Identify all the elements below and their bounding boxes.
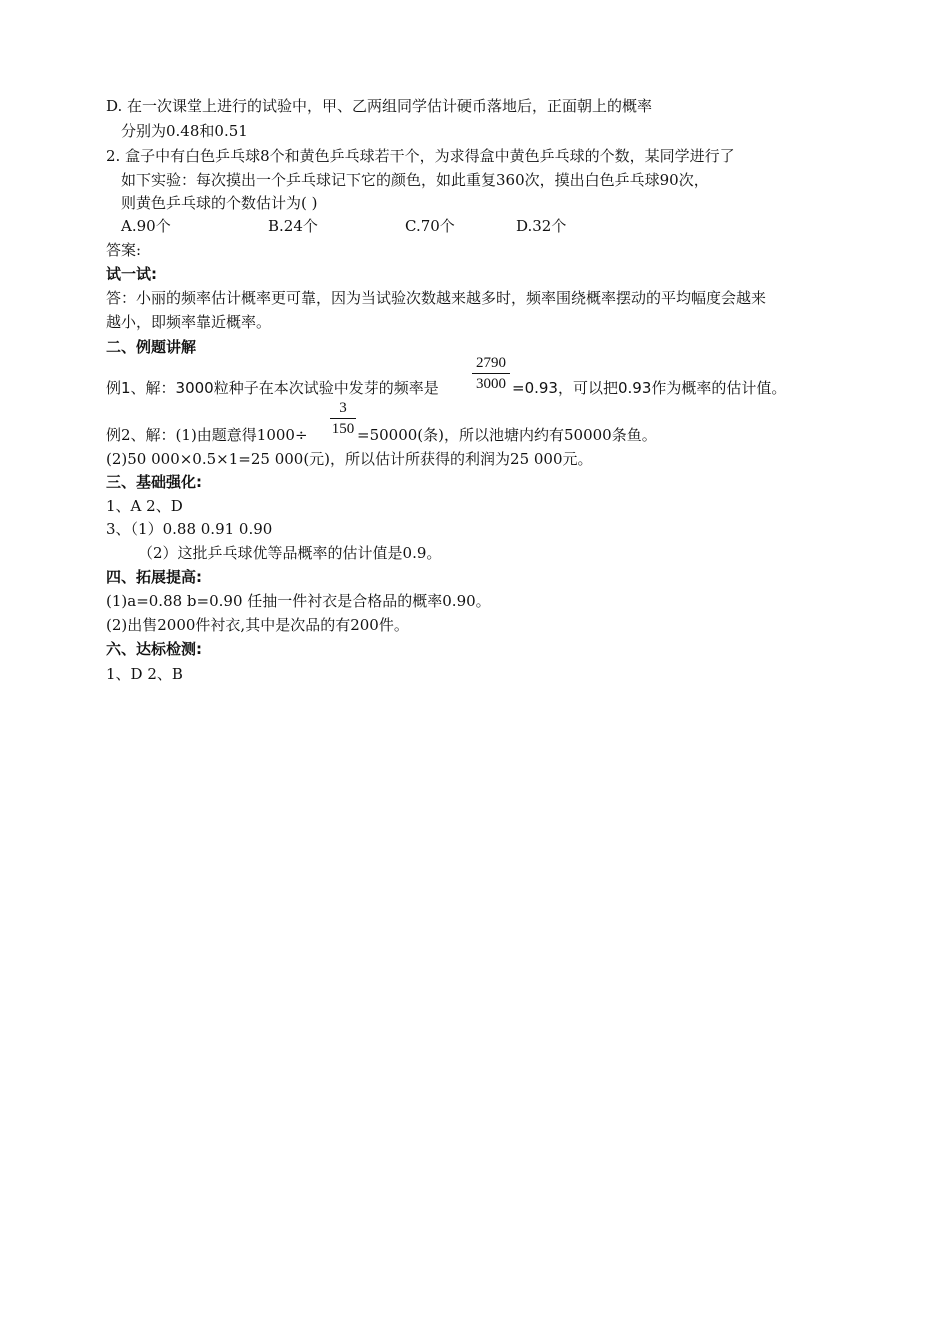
section4-heading: 四、拓展提高: [106, 568, 202, 586]
question2-line3: 则黄色乒乓球的个数估计为( ) [121, 194, 318, 212]
example2-line2: (2)50 000×0.5×1=25 000(元)，所以估计所获得的利润为25 000元。 [106, 450, 593, 468]
option-d: D.32个 [516, 217, 567, 235]
section3-heading: 三、基础强化: [106, 473, 202, 491]
answers-label: 答案: [106, 241, 142, 259]
section3-line2: 3、（1）0.88 0.91 0.90 [106, 520, 273, 538]
example2-fraction [330, 399, 356, 438]
section3-line1: 1、A 2、D [106, 497, 183, 515]
try-line2: 越小，即频率靠近概率。 [106, 313, 272, 331]
section4-line2: (2)出售2000件衬衣,其中是次品的有200件。 [106, 616, 409, 634]
option-c: C.70个 [405, 217, 455, 235]
fraction-numerator: 2790 [476, 355, 506, 371]
question-d-line1: D. 在一次课堂上进行的试验中，甲、乙两组同学估计硬币落地后，正面朝上的概率 [106, 97, 653, 115]
section2-heading: 二、例题讲解 [106, 338, 197, 356]
try-line1: 答：小丽的频率估计概率更可靠，因为当试验次数越来越多时，频率围绕概率摆动的平均幅度会越来 [106, 289, 767, 307]
example2-prefix: 例2、解：(1)由题意得1000÷ [106, 426, 308, 444]
example1-fraction [472, 354, 510, 393]
fraction-numerator: 3 [339, 400, 347, 416]
section4-line1: (1)a=0.88 b=0.90 任抽一件衬衣是合格品的概率0.90。 [106, 592, 491, 610]
fraction-bar [330, 418, 356, 419]
fraction-denominator: 3000 [476, 376, 506, 392]
example1-prefix: 例1、解：3000粒种子在本次试验中发芽的频率是 [106, 379, 439, 397]
question-d-line2: 分别为0.48和0.51 [121, 122, 248, 140]
question2-line1: 2. 盒子中有白色乒乓球8个和黄色乒乓球若干个，为求得盒中黄色乒乓球的个数，某同学进行了 [106, 147, 735, 165]
try-heading: 试一试: [106, 265, 157, 283]
fraction-bar [472, 373, 510, 374]
fraction-denominator: 150 [331, 421, 355, 437]
option-a: A.90个 [121, 217, 171, 235]
section3-line3: （2）这批乒乓球优等品概率的估计值是0.9。 [138, 544, 442, 562]
example2-suffix: =50000(条)，所以池塘内约有50000条鱼。 [357, 426, 657, 444]
section6-heading: 六、达标检测: [106, 640, 202, 658]
option-b: B.24个 [268, 217, 318, 235]
example1-suffix: =0.93，可以把0.93作为概率的估计值。 [512, 379, 787, 397]
question2-line2: 如下实验：每次摸出一个乒乓球记下它的颜色，如此重复360次，摸出白色乒乓球90次， [121, 171, 709, 189]
section6-line1: 1、D 2、B [106, 665, 183, 683]
